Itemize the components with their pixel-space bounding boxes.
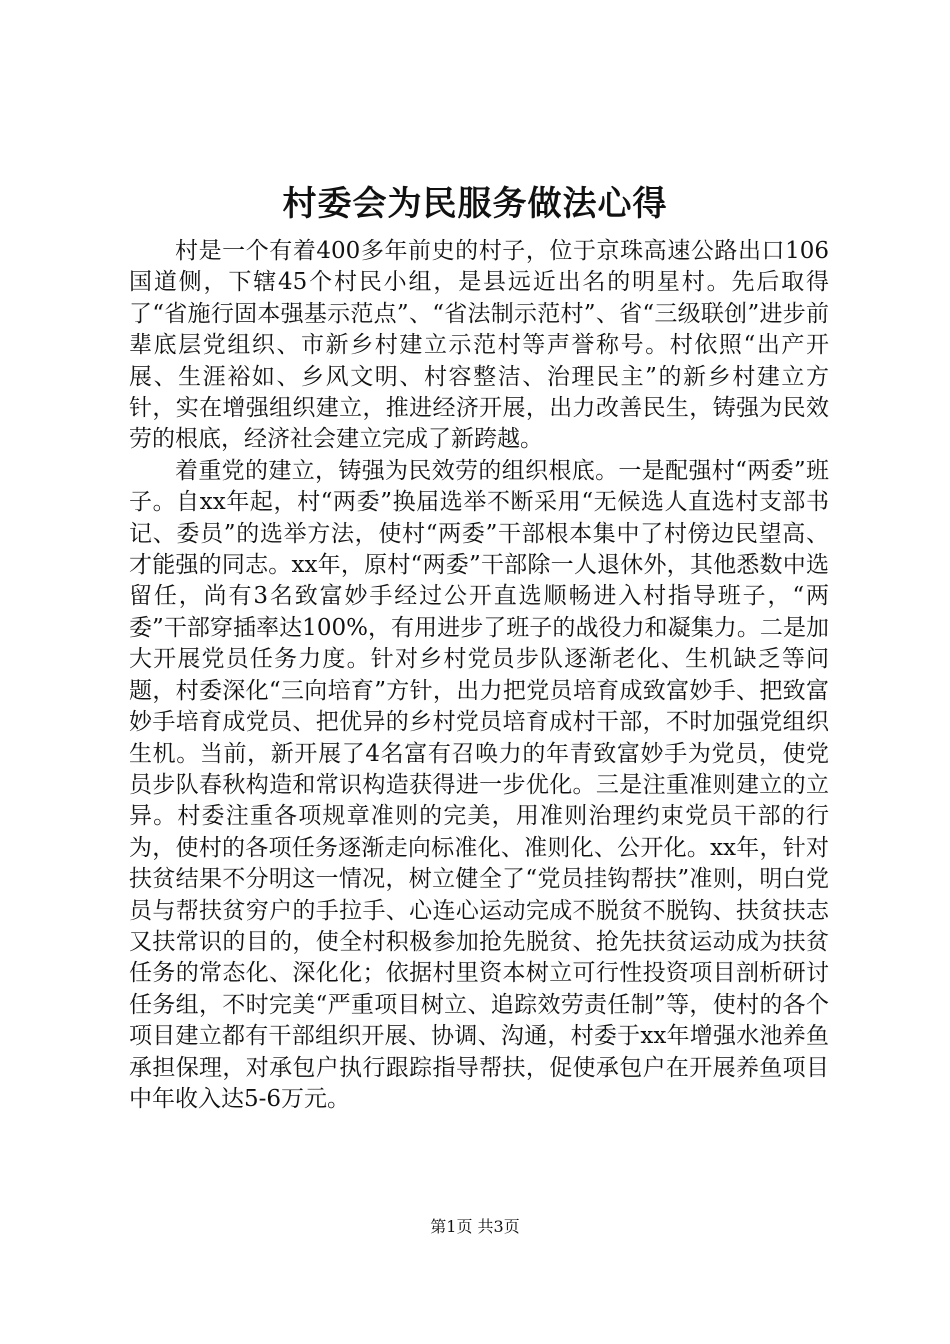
document-body	[129, 236, 829, 1115]
document-title: 村委会为民服务做法心得	[282, 184, 668, 224]
page-footer: 第1页 共3页	[430, 1217, 520, 1236]
paragraph-party-building: 着重党的建立，铸强为民效劳的组织根底。一是配强村“两委”班子。自xx年起，村“两委”换届选举不断采用“无候选人直选村支部书记、委员”的选举方法，使村“两委”干部根本集中了村傍边民望高、才能强的同志。xx年，原村“两委”干部除一人退休外，其他悉数中选留任，尚有3名致富妙手经过公开直选顺畅进入村指导班子，“两委”干部穿插率达100%，有用进步了班子的战役力和凝集力。二是加大开展党员任务力度。针对乡村党员步队逐渐老化、生机缺乏等问题，村委深化“三向培育”方针，出力把党员培育成致富妙手、把致富妙手培育成党员、把优异的乡村党员培育成村干部，不时加强党组织生机。当前，新开展了4名富有召唤力的年青致富妙手为党员，使党员步队春秋构造和常识构造获得进一步优化。三是注重准则建立的立异。村委注重各项规章准则的完美，用准则治理约束党员干部的行为，使村的各项任务逐渐走向标准化、准则化、公开化。xx年，针对扶贫结果不分明这一情况，树立健全了“党员挂钩帮扶”准则，明白党员与帮扶贫穷户的手拉手、心连心运动完成不脱贫不脱钩、扶贫扶志又扶常识的目的，使全村积极参加抢先脱贫、抢先扶贫运动成为扶贫任务的常态化、深化化；依据村里资本树立可行性投资项目剖析研讨任务组，不时完美“严重项目树立、追踪效劳责任制”等，使村的各个项目建立都有干部组织开展、协调、沟通，村委于xx年增强水池养鱼承担保理，对承包户执行跟踪指导帮扶，促使承包户在开展养鱼项目中年收入达5-6万元。	[129, 457, 829, 1112]
paragraph-intro: 村是一个有着400多年前史的村子，位于京珠高速公路出口106国道侧，下辖45个村民小组，是县远近出名的明星村。先后取得了“省施行固本强基示范点”、“省法制示范村”、省“三级联创”进步前辈底层党组织、市新乡村建立示范村等声誉称号。村依照“出产开展、生涯裕如、乡风文明、村容整洁、治理民主”的新乡村建立方针，实在增强组织建立，推进经济开展，出力改善民生，铸强为民效劳的根底，经济社会建立完成了新跨越。	[129, 238, 829, 453]
